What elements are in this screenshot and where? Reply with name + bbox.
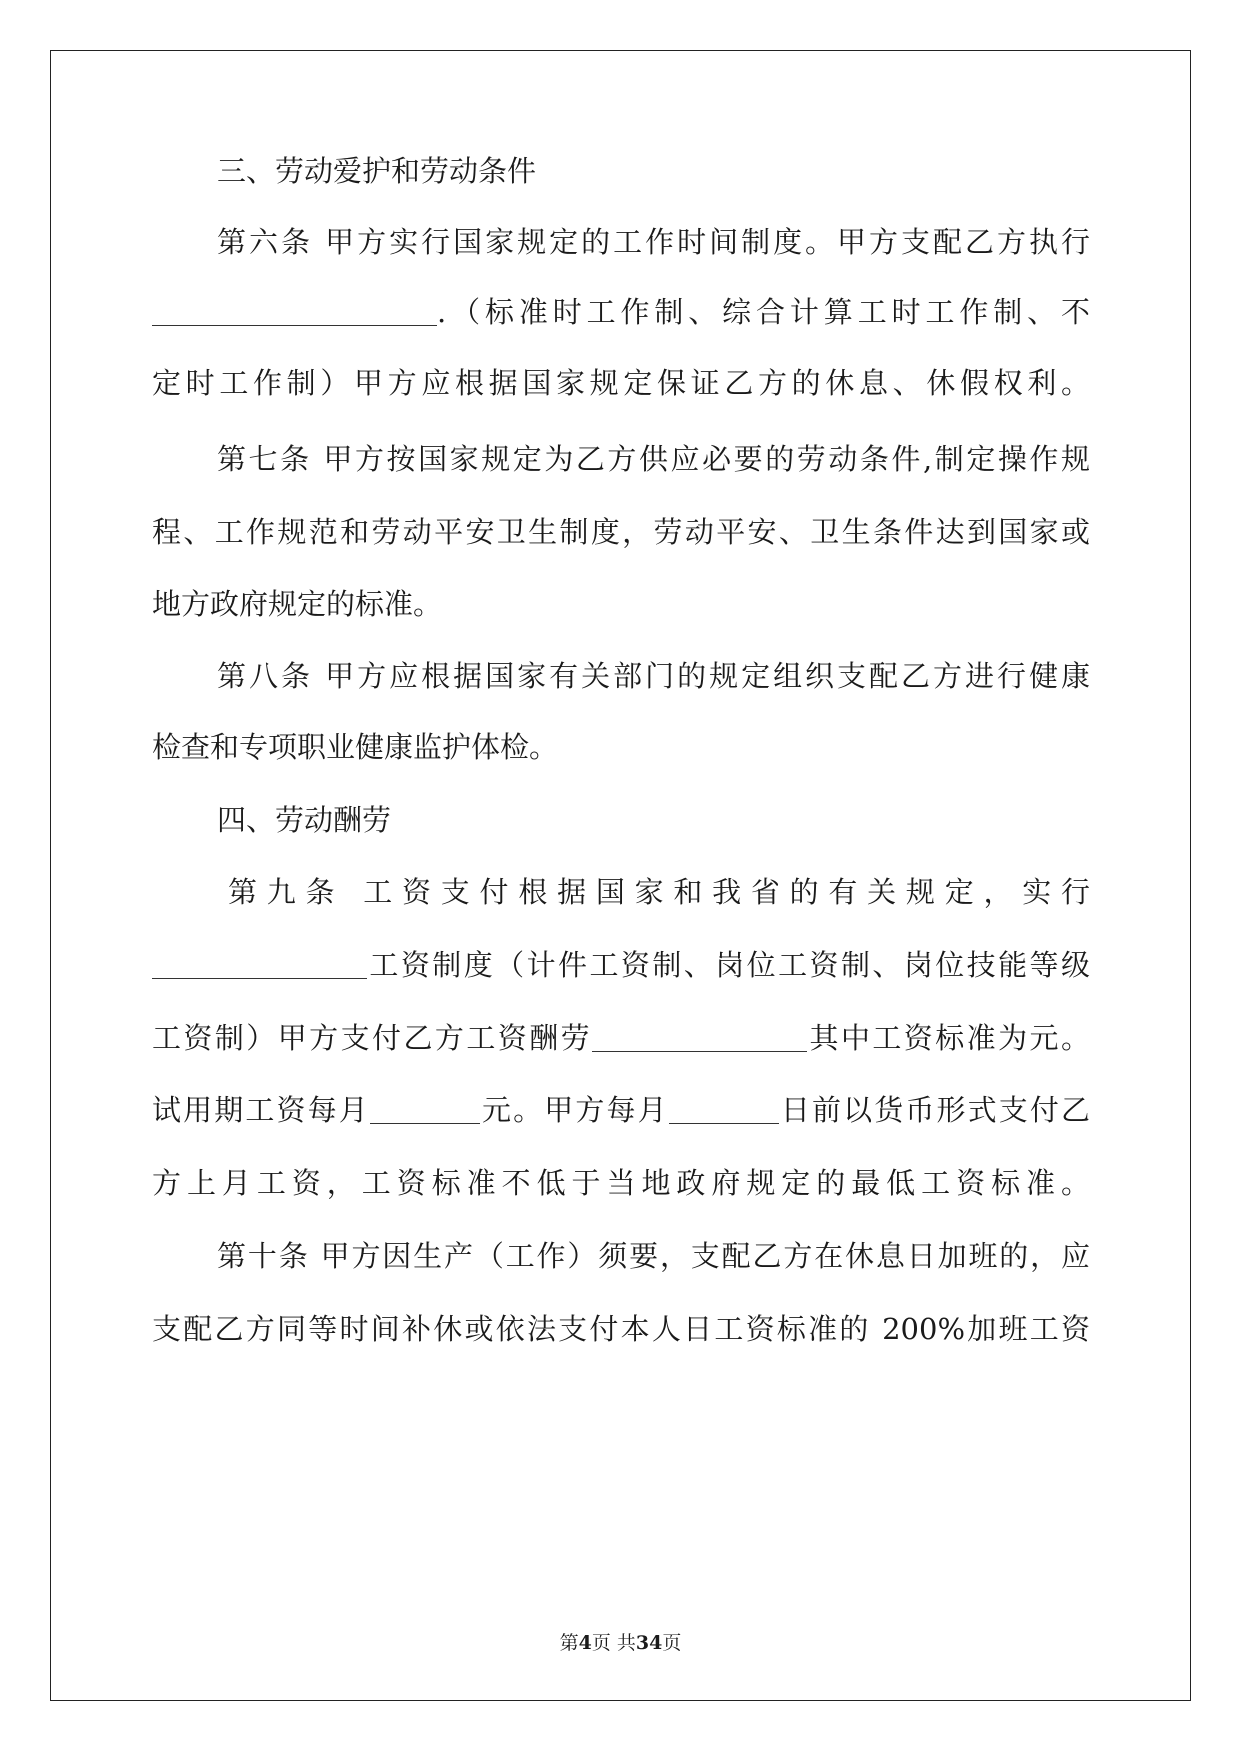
- fill-in-blank[interactable]: [592, 1021, 807, 1052]
- page-footer: [0, 1628, 1241, 1655]
- fill-in-blank[interactable]: [152, 295, 437, 326]
- article-9-line-5: 方上月工资，工资标准不低于当地政府规定的最低工资标准。: [152, 1166, 1090, 1200]
- footer-mid: 页 共: [591, 1632, 636, 1654]
- article-9-line-4-text-a: 试用期工资每月: [152, 1093, 370, 1127]
- article-9-line-2-text: 工资制度（计件工资制、岗位工资制、岗位技能等级: [367, 948, 1090, 982]
- article-7-line-2: 程、工作规范和劳动平安卫生制度，劳动平安、卫生条件达到国家或: [152, 515, 1090, 549]
- footer-total-pages: 34: [635, 1632, 663, 1654]
- article-9-line-3-text-b: 其中工资标准为元。: [807, 1021, 1090, 1055]
- article-8-line-1: 第八条 甲方应根据国家有关部门的规定组织支配乙方进行健康: [217, 659, 1090, 693]
- footer-suffix: 页: [662, 1632, 682, 1654]
- section-heading-3: 三、劳动爱护和劳动条件: [217, 154, 537, 188]
- article-10-line-2: 支配乙方同等时间补休或依法支付本人日工资标准的 200%加班工资: [152, 1312, 1090, 1346]
- article-9-line-3-text-a: 工资制）甲方支付乙方工资酬劳: [152, 1021, 593, 1055]
- article-9-line-3: [152, 1018, 1090, 1058]
- fill-in-blank[interactable]: [152, 948, 367, 979]
- article-6-line-2: [152, 292, 1090, 332]
- footer-prefix: 第: [559, 1632, 579, 1654]
- article-6-line-1: 第六条 甲方实行国家规定的工作时间制度。甲方支配乙方执行: [217, 225, 1090, 259]
- fill-in-blank[interactable]: [669, 1093, 779, 1124]
- article-6-line-3: 定时工作制）甲方应根据国家规定保证乙方的休息、休假权利。: [152, 366, 1090, 400]
- section-heading-4: 四、劳动酬劳: [217, 803, 392, 837]
- article-9-line-1: 第九条 工资支付根据国家和我省的有关规定，实行: [228, 875, 1090, 909]
- footer-page-number: 4: [578, 1632, 592, 1654]
- article-6-line-2-text: .（标准时工作制、综合计算工时工作制、不: [437, 295, 1090, 329]
- article-8-line-2: 检查和专项职业健康监护体检。: [152, 730, 559, 764]
- article-7-line-3: 地方政府规定的标准。: [152, 587, 443, 621]
- article-9-line-4-text-c: 日前以货币形式支付乙: [778, 1093, 1090, 1127]
- article-9-line-4: [152, 1090, 1090, 1130]
- article-9-line-2: [152, 945, 1090, 985]
- article-7-line-1: 第七条 甲方按国家规定为乙方供应必要的劳动条件,制定操作规: [217, 442, 1090, 476]
- fill-in-blank[interactable]: [370, 1093, 480, 1124]
- article-10-line-1: 第十条 甲方因生产（工作）须要，支配乙方在休息日加班的，应: [217, 1239, 1090, 1273]
- article-9-line-4-text-b: 元。甲方每月: [479, 1093, 669, 1127]
